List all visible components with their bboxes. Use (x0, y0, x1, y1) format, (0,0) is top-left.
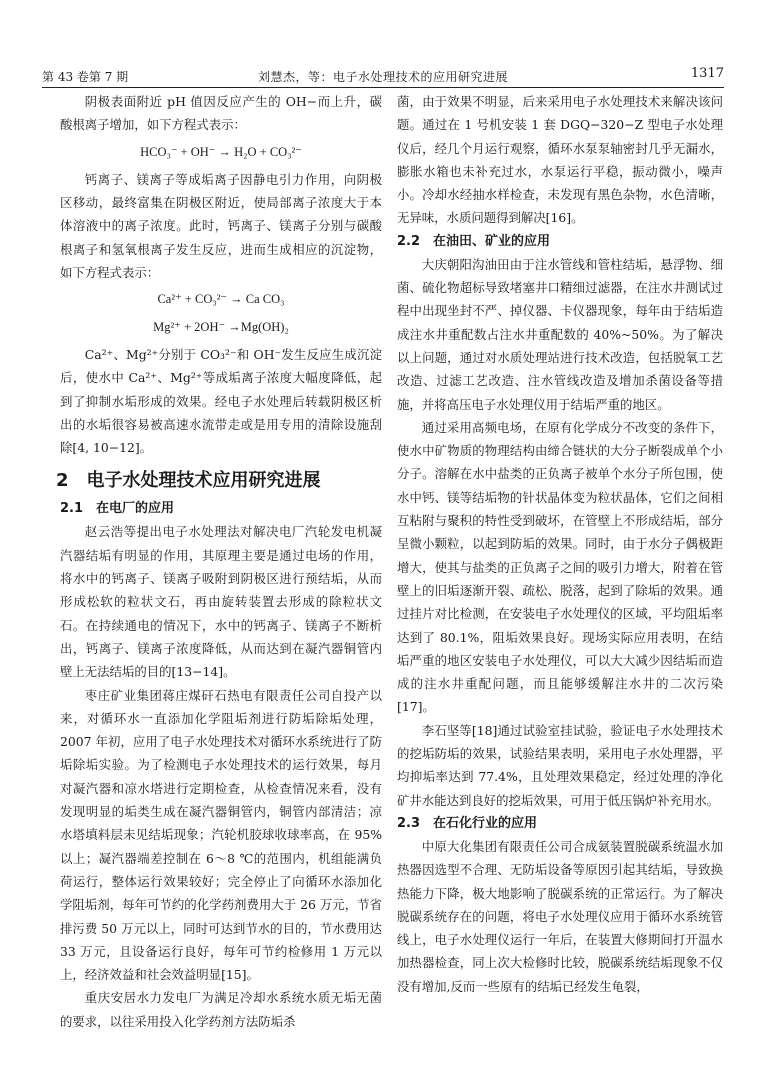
journal-volume: 第 43 卷第 7 期 (42, 70, 129, 84)
paragraph: 枣庄矿业集团蒋庄煤矸石热电有限责任公司自投产以来，对循环水一直添加化学阻垢剂进行防垢除垢处理，2007 年初，应用了电子水处理技术对循环水系统进行了防垢除垢实验。为了检测电子水处理技术的运行效果，每月对凝汽器和凉水塔进行定期检查，从检查情况来看，没有发现明显的垢类生成在凝汽器铜管内，铜管内部清洁；凉水塔填料层未见结垢现象；汽轮机胶球收球率高，在 95%以上；凝汽器端差控制在 6～8 ℃的范围内，机组能满负荷运行，整体运行效果较好；完全停止了向循环水添加化学阻垢剂，每年可节约的化学药剂费用大于 26 万元，节省排污费 50 万元以上，同时可达到节水的目的，节水费用达 33 万元，且设备运行良好，每年可节约检修用 1 万元以上，经济效益和社会效益明显[15]。 (60, 687, 382, 983)
subsection-heading: 2.3 在石化行业的应用 (397, 815, 538, 831)
paragraph: 通过采用高频电场，在原有化学成分不改变的条件下，使水中矿物质的物理结构由缔合链状的大分子断裂成单个小分子。溶解在水中盐类的正负离子被单个水分子所包围，使水中钙、镁等结垢物的针状晶体变为粒状晶体，它们之间相互粘附与聚积的特性受到破坏，在管壁上不形成结垢，部分呈微小颗粒，以起到防垢的效果。同时，由于水分子偶极距增大，使其与盐类的正负离子之间的吸引力增大，附着在管壁上的旧垢逐渐开裂、疏松、脱落，起到了除垢的效果。通过挂片对比检测，在安装电子水处理仪的区域，平均阻垢率达到了 80.1%，阻垢效果良好。现场实际应用表明，在结垢严重的地区安装电子水处理仪，可以大大减少因结垢而造成的注水井重配问题，而且能够缓解注水井的二次污染[17]。 (397, 419, 723, 715)
section-heading: 2 电子水处理技术应用研究进展 (56, 470, 321, 492)
page-number: 1317 (690, 66, 724, 81)
paragraph: 阴极表面附近 pH 值因反应产生的 OH−而上升，碳酸根离子增加，如下方程式表示： (60, 94, 382, 133)
paragraph: Ca²⁺、Mg²⁺分别于 CO₃²⁻和 OH⁻发生反应生成沉淀后，使水中 Ca²⁺、Mg²⁺等成垢离子浓度大幅度降低，起到了抑制水垢形成的效果。经电子水处理后转载阴极区析出的水垢很容易被高速水流带走或是用专用的清除设施刮除[4, 10−12]。 (60, 346, 382, 456)
equation: HCO₃⁻ + OH⁻ → H₂O + CO₃²⁻ (140, 144, 302, 159)
header-rule (42, 87, 724, 88)
subsection-heading: 2.1 在电厂的应用 (60, 501, 175, 517)
paragraph: 大庆朝阳沟油田由于注水管线和管柱结垢，悬浮物、细菌、硫化物超标导致堵塞井口精细过滤器，在注水井测试过程中出现坐封不严、掉仪器、卡仪器现象，每年由于结垢造成注水井重配数占注水井重配数的 40%~50%。为了解决以上问题，通过对水质处理站进行技术改造，包括脱氧工艺改造、过滤工艺改造、注水管线改造及增加杀菌设备等措施，并将高压电子水处理仪用于结垢严重的地区。 (397, 256, 723, 412)
left-column (56, 90, 382, 1033)
paragraph: 钙离子、镁离子等成垢离子因静电引力作用，向阴极区移动，最终富集在阴极区附近，使局部离子浓度大于本体溶液中的离子浓度。此时，钙离子、镁离子分别与碳酸根离子和氢氧根离子发生反应，进而生成相应的沉淀物，如下方程式表示： (60, 171, 382, 281)
equation: Mg²⁺ + 2OH⁻ →Mg(OH)₂ (153, 319, 289, 334)
running-header (42, 64, 724, 86)
running-title: 刘慧杰，等：电子水处理技术的应用研究进展 (257, 70, 508, 84)
paragraph: 李石坚等[18]通过试验室挂试验，验证电子水处理技术的挖垢防垢的效果，试验结果表明，采用电子水处理器，平均抑垢率达到 77.4%，且处理效果稳定，经过处理的净化矿井水能达到良好的挖垢效果，可用于低压锅炉补充用水。 (397, 722, 723, 808)
paragraph: 重庆安居水力发电厂为满足冷却水系统水质无垢无菌的要求，以往采用投入化学药剂方法防垢杀 (60, 990, 382, 1029)
right-column (397, 90, 723, 998)
equation: Ca²⁺ + CO₃²⁻ → Ca CO₃ (157, 292, 285, 307)
paragraph: 中原大化集团有限责任公司合成氨装置脱碳系统温水加热器因选型不合理、无防垢设备等原因引起其结垢，导致换热能力下降，极大地影响了脱碳系统的正常运行。为了解决脱碳系统存在的问题，将电子水处理仪应用于循环水系统管线上，电子水处理仪运行一年后，在装置大修期间打开温水加热器检查，同上次大检修时比较，脱碳系统结垢现象不仅没有增加,反而一些原有的结垢已经发生龟裂， (397, 838, 723, 994)
subsection-heading: 2.2 在油田、矿业的应用 (397, 233, 551, 249)
paragraph: 菌，由于效果不明显，后来采用电子水处理技术来解决该问题。通过在 1 号机安装 1 套 DGQ−320−Z 型电子水处理仪后，经几个月运行观察，循环水泵泵轴密封几乎无漏水，膨胀水箱也未补充过水，水泵运行平稳，振动微小，噪声小。冷却水经抽水样检查，未发现有黑色杂物，水色清晰，无异味，水质问题得到解决[16]。 (397, 94, 723, 226)
paragraph: 赵云浩等提出电子水处理法对解决电厂汽轮发电机凝汽器结垢有明显的作用，其原理主要是通过电场的作用，将水中的钙离子、镁离子吸附到阴极区进行预结垢，从而形成松软的粒状文石，再由旋转装置去形成的除粒状文石。在持续通电的情况下，水中的钙离子、镁离子不断析出，钙离子、镁离子浓度降低，从而达到在凝汽器铜管内壁上无法结垢的目的[13−14]。 (60, 524, 382, 680)
